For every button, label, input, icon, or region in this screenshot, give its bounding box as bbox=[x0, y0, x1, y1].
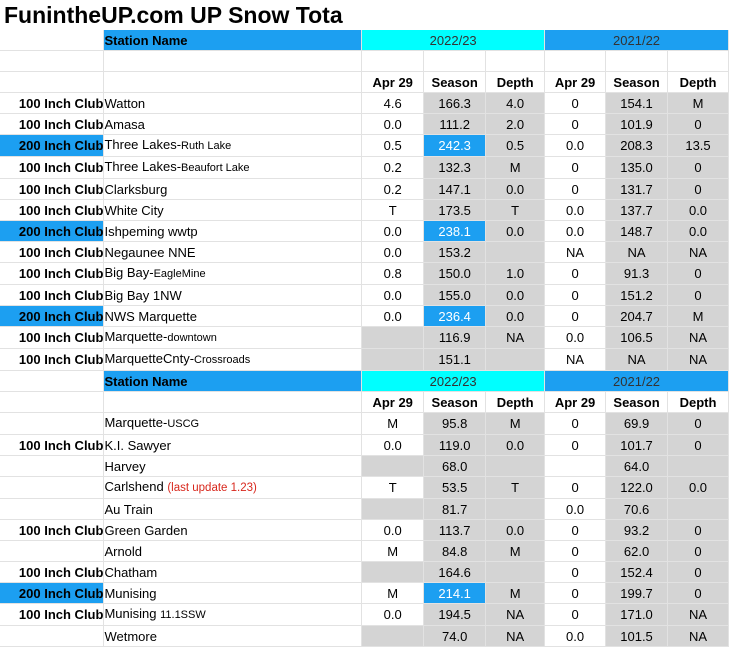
station-name-header[interactable]: Station Name bbox=[104, 30, 362, 51]
station-name-cell[interactable] bbox=[104, 135, 362, 157]
value-cell[interactable] bbox=[362, 327, 424, 349]
station-name-cell[interactable] bbox=[104, 93, 362, 114]
station-name: Three Lakes- bbox=[104, 159, 182, 174]
sheet-title[interactable]: FunintheUP.com UP Snow Tota bbox=[4, 2, 343, 28]
station-name: Three Lakes- bbox=[104, 137, 182, 152]
value-cell[interactable]: 0.0 bbox=[362, 285, 424, 306]
value-cell[interactable] bbox=[486, 349, 545, 371]
value-cell[interactable]: 0 bbox=[668, 583, 729, 604]
club-badge[interactable]: 100 Inch Club bbox=[0, 604, 104, 626]
value-cell[interactable]: 0 bbox=[668, 541, 729, 562]
station-subname: Ruth Lake bbox=[181, 140, 232, 152]
station-name: Wetmore bbox=[104, 628, 157, 644]
station-name-cell[interactable] bbox=[104, 626, 362, 647]
club-badge[interactable]: 100 Inch Club bbox=[0, 327, 104, 349]
value-cell[interactable]: 194.5 bbox=[424, 604, 486, 626]
empty-cell[interactable] bbox=[486, 51, 545, 72]
club-badge[interactable]: 100 Inch Club bbox=[0, 263, 104, 285]
station-row bbox=[0, 114, 729, 135]
station-row bbox=[0, 349, 729, 371]
station-name-cell[interactable] bbox=[104, 349, 362, 371]
value-cell[interactable] bbox=[362, 349, 424, 371]
value-cell[interactable]: 122.0 bbox=[606, 477, 668, 499]
value-cell[interactable]: NA bbox=[668, 626, 729, 647]
column-header[interactable]: Depth bbox=[668, 72, 729, 93]
value-cell[interactable]: 0.0 bbox=[668, 200, 729, 221]
station-name: Harvey bbox=[104, 458, 146, 474]
station-name: Watton bbox=[104, 95, 146, 111]
station-name: K.I. Sawyer bbox=[104, 437, 171, 453]
season-header-previous[interactable]: 2021/22 bbox=[545, 30, 729, 51]
value-cell[interactable]: 0 bbox=[545, 562, 606, 583]
value-cell[interactable]: 64.0 bbox=[606, 456, 668, 477]
station-row bbox=[0, 435, 729, 456]
station-name: Negaunee NNE bbox=[104, 244, 196, 260]
station-name: Big Bay 1NW bbox=[104, 287, 182, 303]
value-cell[interactable]: 95.8 bbox=[424, 413, 486, 435]
value-cell[interactable] bbox=[362, 499, 424, 520]
value-cell[interactable]: 0 bbox=[668, 520, 729, 541]
value-cell[interactable] bbox=[486, 456, 545, 477]
station-name: Amasa bbox=[104, 116, 145, 132]
club-badge[interactable]: 200 Inch Club bbox=[0, 221, 104, 242]
value-cell[interactable]: 0.0 bbox=[545, 135, 606, 157]
value-cell[interactable]: 155.0 bbox=[424, 285, 486, 306]
column-header[interactable]: Season bbox=[606, 72, 668, 93]
value-cell[interactable]: NA bbox=[486, 626, 545, 647]
value-cell[interactable]: NA bbox=[545, 242, 606, 263]
value-cell[interactable]: 0 bbox=[545, 583, 606, 604]
station-name: Munising bbox=[104, 606, 161, 621]
empty-cell[interactable] bbox=[424, 51, 486, 72]
club-badge[interactable]: 100 Inch Club bbox=[0, 114, 104, 135]
value-cell[interactable]: 4.6 bbox=[362, 93, 424, 114]
value-cell[interactable]: 0.0 bbox=[545, 499, 606, 520]
value-cell[interactable]: 0.0 bbox=[362, 604, 424, 626]
value-cell[interactable]: 62.0 bbox=[606, 541, 668, 562]
value-cell[interactable]: 0 bbox=[545, 263, 606, 285]
value-cell[interactable]: 0 bbox=[545, 157, 606, 179]
station-name-cell[interactable] bbox=[104, 413, 362, 435]
station-row bbox=[0, 541, 729, 562]
value-cell[interactable]: 0 bbox=[668, 435, 729, 456]
club-badge[interactable] bbox=[0, 499, 104, 520]
station-row bbox=[0, 626, 729, 647]
value-cell[interactable]: 68.0 bbox=[424, 456, 486, 477]
value-cell[interactable]: 101.7 bbox=[606, 435, 668, 456]
value-cell[interactable]: 0.0 bbox=[362, 221, 424, 242]
value-cell[interactable]: 0.5 bbox=[362, 135, 424, 157]
value-cell[interactable] bbox=[362, 562, 424, 583]
club-badge[interactable]: 200 Inch Club bbox=[0, 135, 104, 157]
value-cell[interactable]: M bbox=[362, 413, 424, 435]
station-row bbox=[0, 499, 729, 520]
station-name: Marquette- bbox=[104, 329, 168, 344]
club-badge[interactable]: 100 Inch Club bbox=[0, 93, 104, 114]
empty-cell[interactable] bbox=[606, 51, 668, 72]
value-cell[interactable]: 0.0 bbox=[486, 306, 545, 327]
column-header[interactable]: Apr 29 bbox=[545, 72, 606, 93]
station-row bbox=[0, 93, 729, 114]
station-name-cell[interactable] bbox=[104, 285, 362, 306]
club-badge[interactable] bbox=[0, 456, 104, 477]
value-cell[interactable]: 0.2 bbox=[362, 179, 424, 200]
value-cell[interactable]: 147.1 bbox=[424, 179, 486, 200]
value-cell[interactable]: 148.7 bbox=[606, 221, 668, 242]
value-cell[interactable]: 53.5 bbox=[424, 477, 486, 499]
value-cell[interactable]: 214.1 bbox=[424, 583, 486, 604]
column-header-row bbox=[0, 72, 729, 93]
value-cell[interactable]: 0.0 bbox=[545, 626, 606, 647]
station-row bbox=[0, 179, 729, 200]
station-name-header[interactable]: Station Name bbox=[104, 371, 362, 392]
club-badge[interactable] bbox=[0, 413, 104, 435]
station-name-cell[interactable] bbox=[104, 499, 362, 520]
value-cell[interactable]: NA bbox=[486, 604, 545, 626]
club-badge[interactable]: 100 Inch Club bbox=[0, 179, 104, 200]
value-cell[interactable]: 74.0 bbox=[424, 626, 486, 647]
empty-cell[interactable] bbox=[104, 51, 362, 72]
value-cell[interactable]: 2.0 bbox=[486, 114, 545, 135]
value-cell[interactable]: 69.9 bbox=[606, 413, 668, 435]
station-name: Green Garden bbox=[104, 522, 188, 538]
station-name: Big Bay- bbox=[104, 265, 154, 280]
station-name-cell[interactable] bbox=[104, 477, 362, 499]
column-header[interactable]: Depth bbox=[486, 392, 545, 413]
value-cell[interactable]: 154.1 bbox=[606, 93, 668, 114]
station-subname: USCG bbox=[167, 418, 200, 430]
value-cell[interactable]: 208.3 bbox=[606, 135, 668, 157]
club-badge[interactable]: 100 Inch Club bbox=[0, 349, 104, 371]
station-row bbox=[0, 413, 729, 435]
station-name-cell[interactable] bbox=[104, 263, 362, 285]
station-name-cell[interactable] bbox=[104, 179, 362, 200]
value-cell[interactable]: NA bbox=[606, 242, 668, 263]
value-cell[interactable] bbox=[668, 456, 729, 477]
station-name-cell[interactable] bbox=[104, 327, 362, 349]
value-cell[interactable]: 91.3 bbox=[606, 263, 668, 285]
value-cell[interactable]: 135.0 bbox=[606, 157, 668, 179]
station-row bbox=[0, 306, 729, 327]
value-cell[interactable]: 4.0 bbox=[486, 93, 545, 114]
station-row bbox=[0, 221, 729, 242]
value-cell[interactable]: 70.6 bbox=[606, 499, 668, 520]
value-cell[interactable]: 164.6 bbox=[424, 562, 486, 583]
station-name: NWS Marquette bbox=[104, 308, 197, 324]
station-name: Munising bbox=[104, 585, 157, 601]
section-header-row bbox=[0, 30, 729, 51]
value-cell[interactable]: 173.5 bbox=[424, 200, 486, 221]
club-badge[interactable]: 200 Inch Club bbox=[0, 583, 104, 604]
value-cell[interactable]: NA bbox=[668, 604, 729, 626]
empty-cell[interactable] bbox=[545, 51, 606, 72]
value-cell[interactable]: 0.0 bbox=[362, 306, 424, 327]
station-name-cell[interactable] bbox=[104, 242, 362, 263]
club-badge[interactable]: 100 Inch Club bbox=[0, 562, 104, 583]
value-cell[interactable]: 0 bbox=[668, 285, 729, 306]
column-header[interactable]: Apr 29 bbox=[362, 392, 424, 413]
value-cell[interactable]: 0.0 bbox=[545, 327, 606, 349]
value-cell[interactable] bbox=[545, 456, 606, 477]
station-name-cell[interactable] bbox=[104, 114, 362, 135]
value-cell[interactable]: 0 bbox=[545, 179, 606, 200]
value-cell[interactable]: 132.3 bbox=[424, 157, 486, 179]
station-name-cell[interactable] bbox=[104, 583, 362, 604]
value-cell[interactable]: T bbox=[362, 200, 424, 221]
value-cell[interactable]: 0.8 bbox=[362, 263, 424, 285]
value-cell[interactable]: 0 bbox=[545, 93, 606, 114]
value-cell[interactable]: M bbox=[486, 413, 545, 435]
value-cell[interactable]: 199.7 bbox=[606, 583, 668, 604]
station-name: Au Train bbox=[104, 501, 153, 517]
station-row bbox=[0, 327, 729, 349]
value-cell[interactable]: 0 bbox=[545, 306, 606, 327]
value-cell[interactable] bbox=[668, 499, 729, 520]
value-cell[interactable]: 119.0 bbox=[424, 435, 486, 456]
club-badge[interactable]: 100 Inch Club bbox=[0, 435, 104, 456]
value-cell[interactable]: M bbox=[668, 306, 729, 327]
column-header[interactable]: Season bbox=[424, 72, 486, 93]
value-cell[interactable]: 0.0 bbox=[362, 242, 424, 263]
club-badge[interactable]: 100 Inch Club bbox=[0, 285, 104, 306]
station-row bbox=[0, 562, 729, 583]
value-cell[interactable]: 0 bbox=[545, 604, 606, 626]
column-header-row bbox=[0, 392, 729, 413]
value-cell[interactable]: 81.7 bbox=[424, 499, 486, 520]
station-name-cell[interactable] bbox=[104, 157, 362, 179]
value-cell[interactable]: 0 bbox=[545, 520, 606, 541]
season-header-previous[interactable]: 2021/22 bbox=[545, 371, 729, 392]
value-cell[interactable]: 113.7 bbox=[424, 520, 486, 541]
station-name: Chatham bbox=[104, 564, 158, 580]
value-cell[interactable]: 0.0 bbox=[668, 221, 729, 242]
station-subname: 11.1SSW bbox=[160, 609, 206, 621]
value-cell[interactable]: 137.7 bbox=[606, 200, 668, 221]
station-name-cell[interactable] bbox=[104, 200, 362, 221]
value-cell[interactable]: 0.0 bbox=[545, 221, 606, 242]
value-cell[interactable]: 150.0 bbox=[424, 263, 486, 285]
snow-totals-grid bbox=[0, 30, 729, 647]
empty-name-cell[interactable] bbox=[104, 72, 362, 93]
value-cell[interactable]: 0.0 bbox=[486, 520, 545, 541]
value-cell[interactable]: 204.7 bbox=[606, 306, 668, 327]
station-subname: EagleMine bbox=[153, 268, 206, 280]
value-cell[interactable]: 131.7 bbox=[606, 179, 668, 200]
value-cell[interactable]: M bbox=[486, 583, 545, 604]
value-cell[interactable]: M bbox=[362, 583, 424, 604]
column-header[interactable]: Apr 29 bbox=[362, 72, 424, 93]
station-name-cell[interactable] bbox=[104, 306, 362, 327]
value-cell[interactable]: 0 bbox=[545, 435, 606, 456]
station-row bbox=[0, 477, 729, 499]
station-row bbox=[0, 583, 729, 604]
station-name: MarquetteCnty- bbox=[104, 351, 195, 366]
empty-cell[interactable] bbox=[668, 51, 729, 72]
value-cell[interactable]: 0.0 bbox=[362, 520, 424, 541]
empty-cell[interactable] bbox=[362, 51, 424, 72]
station-name: White City bbox=[104, 202, 164, 218]
value-cell[interactable]: 151.1 bbox=[424, 349, 486, 371]
station-name-cell[interactable] bbox=[104, 541, 362, 562]
value-cell[interactable]: 0 bbox=[545, 285, 606, 306]
value-cell[interactable]: 0 bbox=[668, 114, 729, 135]
station-row bbox=[0, 242, 729, 263]
value-cell[interactable]: 171.0 bbox=[606, 604, 668, 626]
value-cell[interactable]: 0.0 bbox=[362, 435, 424, 456]
update-note: (last update 1.23) bbox=[167, 482, 257, 494]
value-cell[interactable] bbox=[486, 499, 545, 520]
value-cell[interactable]: 238.1 bbox=[424, 221, 486, 242]
station-name: Carlshend bbox=[104, 479, 164, 494]
value-cell[interactable]: 0 bbox=[668, 413, 729, 435]
value-cell[interactable]: 0.0 bbox=[486, 179, 545, 200]
column-header[interactable]: Depth bbox=[486, 72, 545, 93]
value-cell[interactable]: 116.9 bbox=[424, 327, 486, 349]
value-cell[interactable]: 0 bbox=[545, 541, 606, 562]
club-badge[interactable]: 100 Inch Club bbox=[0, 242, 104, 263]
value-cell[interactable]: 0.0 bbox=[668, 477, 729, 499]
station-name-cell[interactable] bbox=[104, 562, 362, 583]
column-header[interactable]: Depth bbox=[668, 392, 729, 413]
empty-cell[interactable] bbox=[0, 51, 104, 72]
club-badge[interactable] bbox=[0, 541, 104, 562]
value-cell[interactable] bbox=[362, 456, 424, 477]
station-row bbox=[0, 157, 729, 179]
value-cell[interactable]: 93.2 bbox=[606, 520, 668, 541]
value-cell[interactable]: 152.4 bbox=[606, 562, 668, 583]
value-cell[interactable]: 84.8 bbox=[424, 541, 486, 562]
value-cell[interactable]: M bbox=[668, 93, 729, 114]
value-cell[interactable]: T bbox=[362, 477, 424, 499]
value-cell[interactable]: NA bbox=[668, 349, 729, 371]
value-cell[interactable]: 151.2 bbox=[606, 285, 668, 306]
station-subname: Beaufort Lake bbox=[181, 162, 250, 174]
value-cell[interactable]: 0 bbox=[545, 114, 606, 135]
value-cell[interactable]: 0.0 bbox=[486, 285, 545, 306]
club-badge[interactable]: 200 Inch Club bbox=[0, 306, 104, 327]
value-cell[interactable] bbox=[486, 242, 545, 263]
value-cell[interactable]: 0 bbox=[668, 263, 729, 285]
section-header-row bbox=[0, 371, 729, 392]
empty-name-cell[interactable] bbox=[104, 392, 362, 413]
station-name-cell[interactable] bbox=[104, 221, 362, 242]
value-cell[interactable]: M bbox=[486, 157, 545, 179]
club-badge[interactable] bbox=[0, 626, 104, 647]
station-subname: Crossroads bbox=[194, 354, 251, 366]
value-cell[interactable]: 13.5 bbox=[668, 135, 729, 157]
station-row bbox=[0, 135, 729, 157]
value-cell[interactable]: 166.3 bbox=[424, 93, 486, 114]
value-cell[interactable]: 0 bbox=[668, 179, 729, 200]
value-cell[interactable]: 0.0 bbox=[486, 221, 545, 242]
station-row bbox=[0, 604, 729, 626]
value-cell[interactable]: T bbox=[486, 477, 545, 499]
value-cell[interactable]: NA bbox=[668, 327, 729, 349]
value-cell[interactable]: 101.9 bbox=[606, 114, 668, 135]
value-cell[interactable]: NA bbox=[606, 349, 668, 371]
value-cell[interactable] bbox=[486, 562, 545, 583]
empty-cell[interactable] bbox=[0, 30, 104, 51]
club-badge[interactable]: 100 Inch Club bbox=[0, 520, 104, 541]
value-cell[interactable]: 0.0 bbox=[362, 114, 424, 135]
value-cell[interactable]: 0 bbox=[668, 562, 729, 583]
station-name-cell[interactable] bbox=[104, 435, 362, 456]
club-badge[interactable] bbox=[0, 477, 104, 499]
station-name: Arnold bbox=[104, 543, 143, 559]
station-name: Marquette- bbox=[104, 415, 168, 430]
value-cell[interactable]: 0.5 bbox=[486, 135, 545, 157]
value-cell[interactable]: 242.3 bbox=[424, 135, 486, 157]
club-badge[interactable]: 100 Inch Club bbox=[0, 157, 104, 179]
station-row bbox=[0, 520, 729, 541]
value-cell[interactable]: 111.2 bbox=[424, 114, 486, 135]
station-subname: downtown bbox=[167, 332, 217, 344]
station-name: Clarksburg bbox=[104, 181, 168, 197]
value-cell[interactable]: M bbox=[486, 541, 545, 562]
station-name-cell[interactable] bbox=[104, 456, 362, 477]
station-name-cell[interactable] bbox=[104, 520, 362, 541]
value-cell[interactable]: 0.0 bbox=[486, 435, 545, 456]
season-header-current[interactable]: 2022/23 bbox=[362, 30, 545, 51]
station-row bbox=[0, 456, 729, 477]
value-cell[interactable]: 0 bbox=[545, 477, 606, 499]
column-header[interactable]: Apr 29 bbox=[545, 392, 606, 413]
station-name-cell[interactable] bbox=[104, 604, 362, 626]
column-header[interactable]: Season bbox=[606, 392, 668, 413]
value-cell[interactable]: 1.0 bbox=[486, 263, 545, 285]
value-cell[interactable]: 0.0 bbox=[545, 200, 606, 221]
empty-cell[interactable] bbox=[0, 371, 104, 392]
value-cell[interactable]: 0 bbox=[545, 413, 606, 435]
value-cell[interactable]: NA bbox=[486, 327, 545, 349]
value-cell[interactable]: NA bbox=[668, 242, 729, 263]
column-header[interactable]: Season bbox=[424, 392, 486, 413]
empty-cell[interactable] bbox=[0, 72, 104, 93]
station-row bbox=[0, 285, 729, 306]
station-row bbox=[0, 200, 729, 221]
spacer-row bbox=[0, 51, 729, 72]
value-cell[interactable]: 0.2 bbox=[362, 157, 424, 179]
value-cell[interactable]: T bbox=[486, 200, 545, 221]
value-cell[interactable]: 0 bbox=[668, 157, 729, 179]
season-header-current[interactable]: 2022/23 bbox=[362, 371, 545, 392]
value-cell[interactable]: NA bbox=[545, 349, 606, 371]
value-cell[interactable] bbox=[362, 626, 424, 647]
station-row bbox=[0, 263, 729, 285]
value-cell[interactable]: 101.5 bbox=[606, 626, 668, 647]
value-cell[interactable]: 153.2 bbox=[424, 242, 486, 263]
value-cell[interactable]: M bbox=[362, 541, 424, 562]
value-cell[interactable]: 236.4 bbox=[424, 306, 486, 327]
value-cell[interactable]: 106.5 bbox=[606, 327, 668, 349]
station-name: Ishpeming wwtp bbox=[104, 223, 198, 239]
empty-cell[interactable] bbox=[0, 392, 104, 413]
club-badge[interactable]: 100 Inch Club bbox=[0, 200, 104, 221]
